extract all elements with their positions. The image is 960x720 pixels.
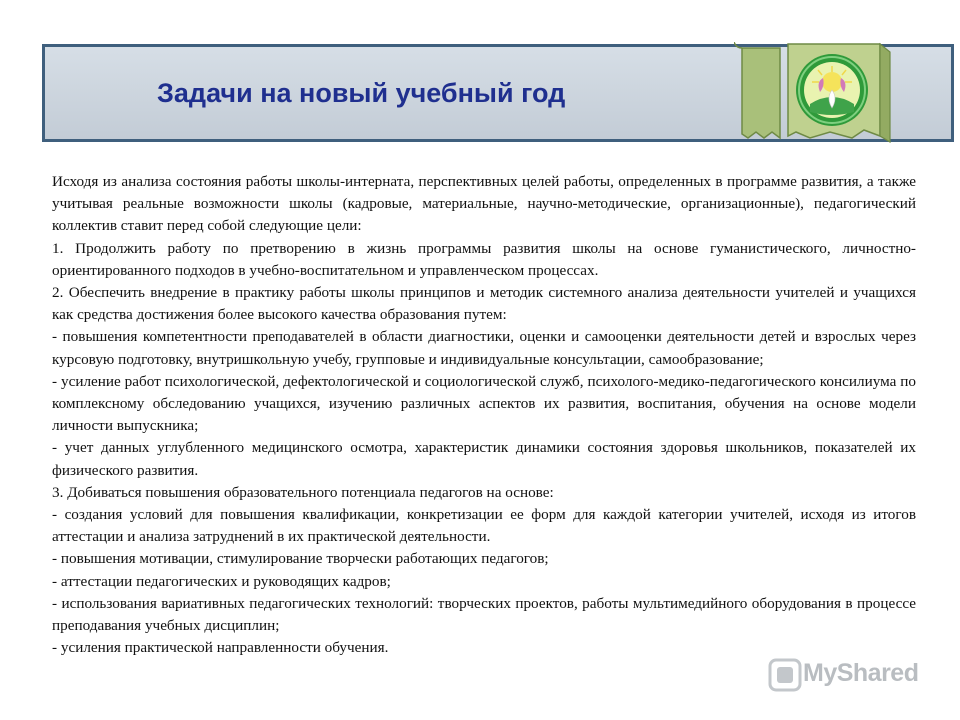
watermark-text: MyShared bbox=[803, 659, 919, 687]
paragraph: 1. Продолжить работу по претворению в жизнь программы развития школы на основе гуманистического, личностно-ориентированного подходов в учебно-воспитательном и управленческом процессах. bbox=[52, 239, 916, 279]
paragraph: - усиление работ психологической, дефектологической и социологической служб, психолого-медико-педагогического консилиума по комплексному обследованию учащихся, изучению различных аспектов их развития, воспитания, обучения на основе модели личности выпускника; bbox=[52, 372, 916, 435]
paragraph: - создания условий для повышения квалификации, конкретизации ее форм для каждой категории учителей, исходя из итогов аттестации и анализа затруднений в их практической деятельности. bbox=[52, 506, 916, 546]
paragraph: Исходя из анализа состояния работы школы-интерната, перспективных целей работы, определенных в программе развития, а также учитывая реальные возможности школы (кадровые, материальные, научно-методические, организационные), педагогический коллектив ставит перед собой следующие цели: bbox=[52, 173, 916, 235]
paragraph: - учет данных углубленного медицинского осмотра, характеристик динамики состояния здоровья школьников, показателей их физического развития. bbox=[52, 439, 916, 479]
myshared-watermark bbox=[767, 655, 927, 695]
page-title: Задачи на новый учебный год bbox=[157, 78, 566, 108]
paragraph: 3. Добиваться повышения образовательного потенциала педагогов на основе: bbox=[52, 483, 554, 501]
paragraph: 2. Обеспечить внедрение в практику работы школы принципов и методик системного анализа деятельности учителей и учащихся как средства достижения более высокого качества образования путем: bbox=[52, 284, 916, 324]
paragraph: - аттестации педагогических и руководящих кадров; bbox=[52, 572, 391, 590]
myshared-logo-icon bbox=[767, 657, 803, 693]
paragraph: - усиления практической направленности обучения. bbox=[52, 639, 389, 657]
body-text bbox=[52, 171, 916, 659]
paragraph: - использования вариативных педагогических технологий: творческих проектов, работы мультимедийного оборудования в процессе преподавания учебных дисциплин; bbox=[52, 594, 916, 635]
paragraph: - повышения мотивации, стимулирование творчески работающих педагогов; bbox=[52, 550, 549, 568]
paragraph: - повышения компетентности преподавателей в области диагностики, оценки и самооценки деятельности детей и взрослых через курсовую подготовку, внутришкольную учебу, групповые и индивидуальные консультации, самообразование; bbox=[52, 328, 916, 368]
school-emblem-icon bbox=[734, 42, 894, 152]
